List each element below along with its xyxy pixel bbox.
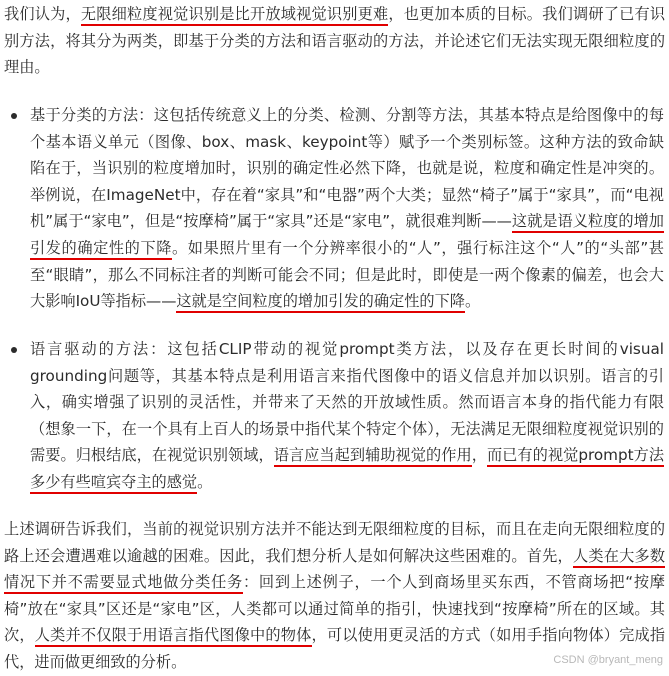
list-item-text: 语言驱动的方法：这包括CLIP带动的视觉prompt类方法，以及存在更长时间的visual grounding问题等，其基本特点是利用语言来指代图像中的语义信息并加以识别。语言的引入，确实增强了识别的灵活性，并带来了天然的开放域性质。然而语言本身的指代能力有限（想象一下，在一个具有上百人的场景中指代某个特定个体），无法满足无限细粒度视觉识别的需要。归根结底，在视觉识别领域， [30, 340, 664, 465]
highlight-language-assist: 语言应当起到辅助视觉的作用 [274, 446, 472, 467]
list-item-text: 基于分类的方法：这包括传统意义上的分类、检测、分割等方法，其基本特点是给图像中的每个基本语义单元（图像、box、mask、keypoint等）赋予一个类别标签。这种方法的致命缺陷在于，当识别的粒度增加时，识别的确定性必然下降，也就是说，粒度和确定性是冲突的。举例说，在ImageNet中，存在着“家具”和“电器”两个大类；显然“椅子”属于“家具”，而“电视机”属于“家电”，但是“按摩椅”属于“家具”还是“家电”，就很难判断—— [30, 106, 664, 231]
conclusion-text-mid: ：回到上述例子，一个人到商场里买东西，不管商场把“按摩椅”放在“家具”区还是“家电”区，人类都可以通过简单的指引，快速找到“按摩椅”所在的区域。其次， [4, 573, 665, 645]
list-item-language-driven [30, 336, 664, 496]
list-item-text: ， [471, 446, 487, 465]
list-item-text: 。 [197, 472, 213, 491]
conclusion-text-post: ，可以使用更灵活的方式（如用手指向物体）完成指代，进而做更细致的分析。 [4, 626, 666, 671]
intro-text-post: ，也更加本质的目标。我们调研了已有识别方法，将其分为两类，即基于分类的方法和语言驱动的方法，并论述它们无法实现无限细粒度的理由。 [4, 5, 666, 77]
intro-paragraph [0, 1, 669, 81]
conclusion-paragraph [0, 516, 669, 676]
bullet-dot-icon [11, 113, 17, 119]
intro-highlight: 无限细粒度视觉识别是比开放域视觉识别更难 [81, 5, 389, 26]
intro-text-pre: 我们认为， [4, 5, 81, 23]
bullet-dot-icon [11, 347, 17, 353]
highlight-no-explicit-classification: 人类在大多数情况下并不需要显式地做分类任务 [4, 547, 665, 595]
highlight-spatial-granularity: 这就是空间粒度的增加引发的确定性的下降 [176, 292, 465, 313]
watermark: CSDN @bryant_meng [553, 654, 663, 666]
highlight-prompt-methods: 而已有的视觉prompt方法多少有些喧宾夺主的感觉 [30, 446, 664, 494]
highlight-semantic-granularity: 这就是语义粒度的增加引发的确定性的下降 [30, 212, 664, 260]
list-item-text: 。 [464, 292, 481, 311]
highlight-not-limited-to-language: 人类并不仅限于用语言指代图像中的物体 [35, 626, 312, 647]
list-item-classification [30, 102, 664, 315]
list-item-text: 。如果照片里有一个分辨率很小的“人”，强行标注这个“人”的“头部”甚至“眼睛”，那么不同标注者的判断可能会不同；但是此时，即使是一两个像素的偏差，也会大大影响IoU等指标—— [30, 238, 664, 311]
conclusion-text-pre: 上述调研告诉我们，当前的视觉识别方法并不能达到无限细粒度的目标，而且在走向无限细粒度的路上还会遭遇难以逾越的困难。因此，我们想分析人是如何解决这些困难的。首先， [4, 520, 665, 565]
